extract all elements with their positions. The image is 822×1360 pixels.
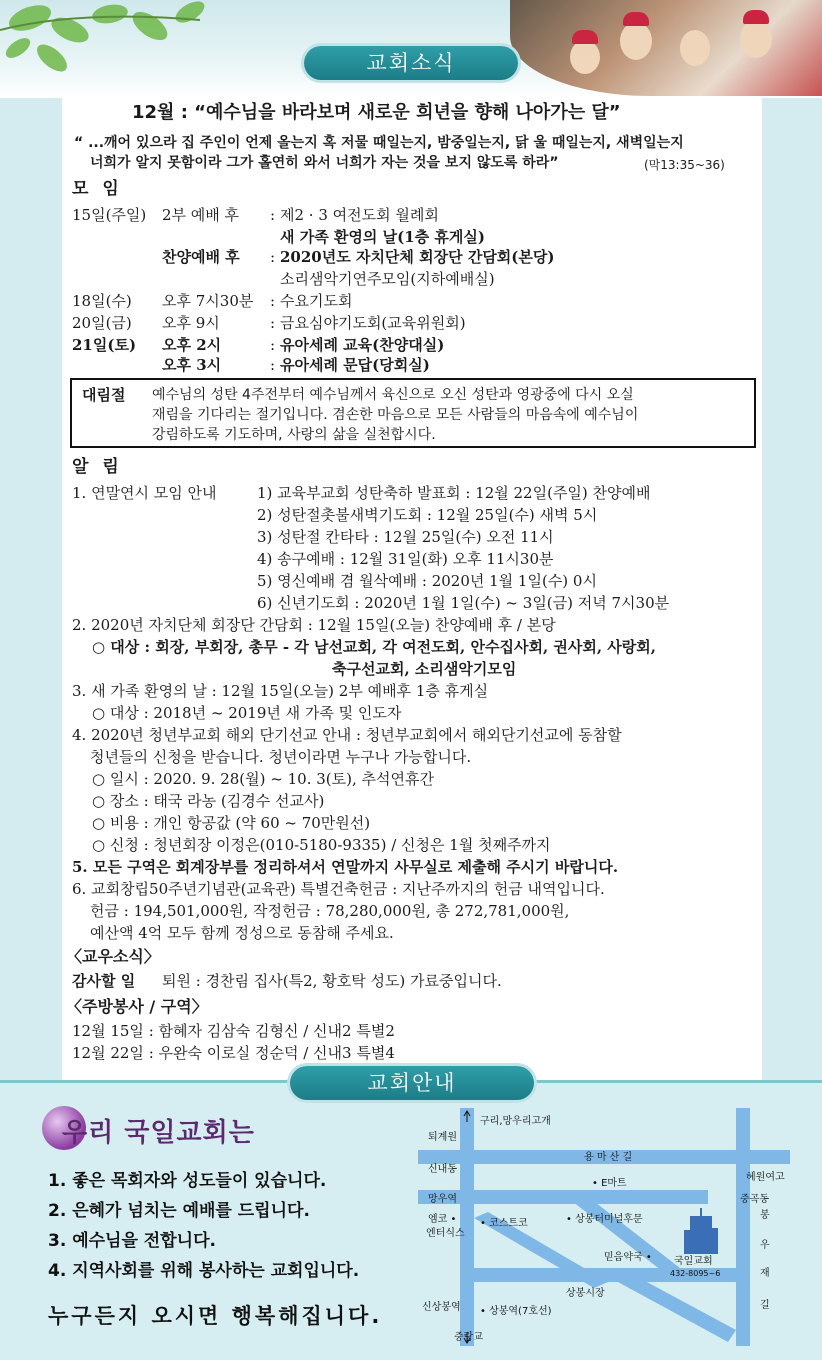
notice-6-line-3: 예산액 4억 모두 함께 정성으로 동참해 주세요. — [90, 924, 394, 942]
kitchen-heading: 〈주방봉사 / 구역〉 — [66, 997, 208, 1016]
map-label: 용 마 산 길 — [584, 1152, 633, 1163]
map-label: 상봉시장 — [566, 1288, 605, 1299]
guide-title: 교회안내 — [290, 1066, 534, 1100]
map-label: 퇴계원 — [428, 1132, 457, 1143]
list-item: 4) 송구예배 : 12월 31일(화) 오후 11시30분 — [257, 550, 554, 568]
meeting-desc: 새 가족 환영의 날(1층 휴게실) — [280, 228, 485, 246]
map-label: 망우역 — [428, 1194, 457, 1205]
map-label: • 상봉터미널후문 — [566, 1214, 643, 1225]
meeting-time: 오후 7시30분 — [162, 292, 254, 310]
meeting-date: 21일(토) — [72, 336, 137, 354]
church-building-icon — [684, 1208, 718, 1254]
notice-2-audience: ○ 대상 : 회장, 부회장, 총무 - 각 남선교회, 각 여전도회, 안수집사회, 권사회, 사랑회, — [92, 638, 656, 656]
church-intro-title: 우리 국일교회는 — [62, 1118, 255, 1148]
list-item: 1. 좋은 목회자와 성도들이 있습니다. — [48, 1171, 327, 1191]
list-item: ○ 일시 : 2020. 9. 28(월) ~ 10. 3(토), 추석연휴간 — [92, 770, 434, 788]
map-label: 구리,망우리고개 — [480, 1116, 551, 1127]
map-label: 중랑교 — [454, 1332, 483, 1343]
map-label: 신상봉역 — [422, 1302, 461, 1313]
advent-line-3: 강림하도록 기도하며, 사랑의 삶을 실천합시다. — [152, 427, 436, 443]
notice-1-label: 1. 연말연시 모임 안내 — [72, 484, 217, 502]
notice-3: 3. 새 가족 환영의 날 : 12월 15일(오늘) 2부 예배후 1층 휴게실 — [72, 682, 489, 700]
notice-2: 2. 2020년 자치단체 회장단 간담회 : 12월 15일(오늘) 찬양예배 후 / 본당 — [72, 616, 556, 634]
meeting-time: 오후 9시 — [162, 314, 220, 332]
advent-line-2: 재림을 기다리는 절기입니다. 겸손한 마음으로 모든 사람들의 마음속에 예수님이 — [152, 407, 639, 423]
list-item: 2) 성탄절촛불새벽기도회 : 12월 25일(수) 새벽 5시 — [257, 506, 598, 524]
verse-line-1: “ ...깨어 있으라 집 주인이 언제 올는지 혹 저물 때일는지, 밤중일는지, 닭 울 때일는지, 새벽일는지 — [74, 135, 684, 151]
meeting-desc: 2020년도 자치단체 회장단 간담회(본당) — [280, 248, 555, 266]
map-label: • 코스트코 — [480, 1218, 528, 1229]
notice-4-line-2: 청년들의 신청을 받습니다. 청년이라면 누구나 가능합니다. — [90, 748, 472, 766]
meeting-colon: : — [270, 206, 276, 224]
meeting-desc: 유아세례 문답(당회실) — [280, 356, 430, 374]
road-vertical-right — [736, 1108, 750, 1346]
map-label: 봉 — [760, 1210, 770, 1221]
members-heading: 〈교우소식〉 — [66, 947, 160, 966]
meeting-desc: 유아세례 교육(찬양대실) — [280, 336, 445, 354]
left-margin-band — [0, 98, 62, 1083]
notice-2-audience-cont: 축구선교회, 소리샘악기모임 — [332, 660, 517, 678]
list-item: ○ 장소 : 태국 라농 (김경수 선교사) — [92, 792, 325, 810]
meeting-time: 오후 2시 — [162, 336, 222, 354]
map-label: 432-8095~6 — [670, 1269, 721, 1278]
advent-label: 대림절 — [82, 386, 126, 404]
verse-line-2: 너희가 알지 못함이라 그가 홀연히 와서 너희가 자는 것을 보지 않도록 하라” — [90, 155, 559, 171]
list-item: 5) 영신예배 겸 월삭예배 : 2020년 1월 1일(수) 0시 — [257, 572, 597, 590]
map-label: 엔터식스 — [426, 1228, 465, 1239]
list-item: ○ 비용 : 개인 항공값 (약 60 ~ 70만원선) — [92, 814, 371, 832]
map-label: 신내동 — [428, 1164, 457, 1175]
meetings-heading: 모 임 — [72, 179, 123, 199]
notices-heading: 알 림 — [72, 457, 123, 477]
notice-3-audience: ○ 대상 : 2018년 ~ 2019년 새 가족 및 인도자 — [92, 704, 402, 722]
map-label: 우 — [760, 1240, 770, 1251]
month-title: 12월 : “예수님을 바라보며 새로운 희년을 향해 나아가는 달” — [132, 102, 621, 123]
list-item: 12월 15일 : 함혜자 김삼숙 김형신 / 신내2 특별2 — [72, 1022, 395, 1040]
members-label: 감사할 일 — [72, 972, 136, 990]
meeting-time: 오후 3시 — [162, 356, 222, 374]
meeting-desc: 소리샘악기연주모임(지하예배실) — [280, 270, 495, 288]
meeting-colon: : — [270, 292, 276, 310]
meeting-desc: 제2 · 3 여전도회 월례회 — [280, 206, 439, 224]
road-mid — [418, 1190, 708, 1204]
map-label: 길 — [760, 1300, 770, 1311]
slogan: 누구든지 오시면 행복해집니다. — [48, 1304, 383, 1328]
list-item: ○ 신청 : 청년회장 이정은(010-5180-9335) / 신청은 1월 첫째주까지 — [92, 836, 551, 854]
map-label: 중곡동 — [740, 1194, 769, 1205]
map-label: • E마트 — [592, 1178, 627, 1189]
map-label: 국일교회 — [674, 1256, 713, 1267]
meeting-time: 찬양예배 후 — [162, 248, 240, 266]
meeting-date: 20일(금) — [72, 314, 132, 332]
location-map — [418, 1108, 790, 1346]
map-label: 혜원여고 — [746, 1172, 785, 1183]
list-item: 1) 교육부교회 성탄축하 발표회 : 12월 22일(주일) 찬양예배 — [257, 484, 651, 502]
road-vertical-left — [460, 1108, 474, 1346]
list-item: 3) 성탄절 칸타타 : 12월 25일(수) 오전 11시 — [257, 528, 554, 546]
notice-4-line-1: 4. 2020년 청년부교회 해외 단기선교 안내 : 청년부교회에서 해외단기선교에 동참할 — [72, 726, 622, 744]
map-label: 재 — [760, 1268, 770, 1279]
meeting-colon: : — [270, 336, 276, 354]
right-margin-band — [762, 98, 822, 1083]
list-item: 4. 지역사회를 위해 봉사하는 교회입니다. — [48, 1261, 360, 1281]
map-label: • 상봉역(7호선) — [480, 1306, 552, 1317]
list-item: 12월 22일 : 우완숙 이로실 정순덕 / 신내3 특별4 — [72, 1044, 395, 1062]
notice-6-line-1: 6. 교회창립50주년기념관(교육관) 특별건축헌금 : 지난주까지의 헌금 내역입니다. — [72, 880, 605, 898]
road-diagonal-3 — [618, 1274, 736, 1342]
meeting-desc: 수요기도회 — [280, 292, 353, 310]
list-item: 3. 예수님을 전합니다. — [48, 1231, 216, 1251]
verse-reference: (막13:35~36) — [644, 158, 725, 172]
page-title: 교회소식 — [304, 46, 518, 80]
leaves-decoration — [0, 0, 240, 90]
meeting-date: 15일(주일) — [72, 206, 147, 224]
list-item: 6) 신년기도회 : 2020년 1월 1일(수) ~ 3일(금) 저녁 7시30분 — [257, 594, 670, 612]
meeting-time: 2부 예배 후 — [162, 206, 240, 224]
notice-6-line-2: 헌금 : 194,501,000원, 작정헌금 : 78,280,000원, 총 272,781,000원, — [90, 902, 570, 920]
advent-line-1: 예수님의 성탄 4주전부터 예수님께서 육신으로 오신 성탄과 영광중에 다시 오실 — [152, 387, 634, 403]
roads — [418, 1108, 790, 1346]
map-label: 믿음약국 • — [604, 1252, 652, 1263]
meeting-colon: : — [270, 314, 276, 332]
meeting-colon: : — [270, 248, 276, 266]
notice-5: 5. 모든 구역은 회계장부를 정리하셔서 연말까지 사무실로 제출해 주시기 바랍니다. — [72, 858, 619, 876]
map-label: 엠코 • — [428, 1214, 457, 1225]
meeting-date: 18일(수) — [72, 292, 132, 310]
members-text: 퇴원 : 경찬림 집사(특2, 황호탁 성도) 가료중입니다. — [162, 972, 502, 990]
meeting-colon: : — [270, 356, 276, 374]
list-item: 2. 은혜가 넘치는 예배를 드립니다. — [48, 1201, 310, 1221]
meeting-desc: 금요심야기도회(교육위원회) — [280, 314, 466, 332]
